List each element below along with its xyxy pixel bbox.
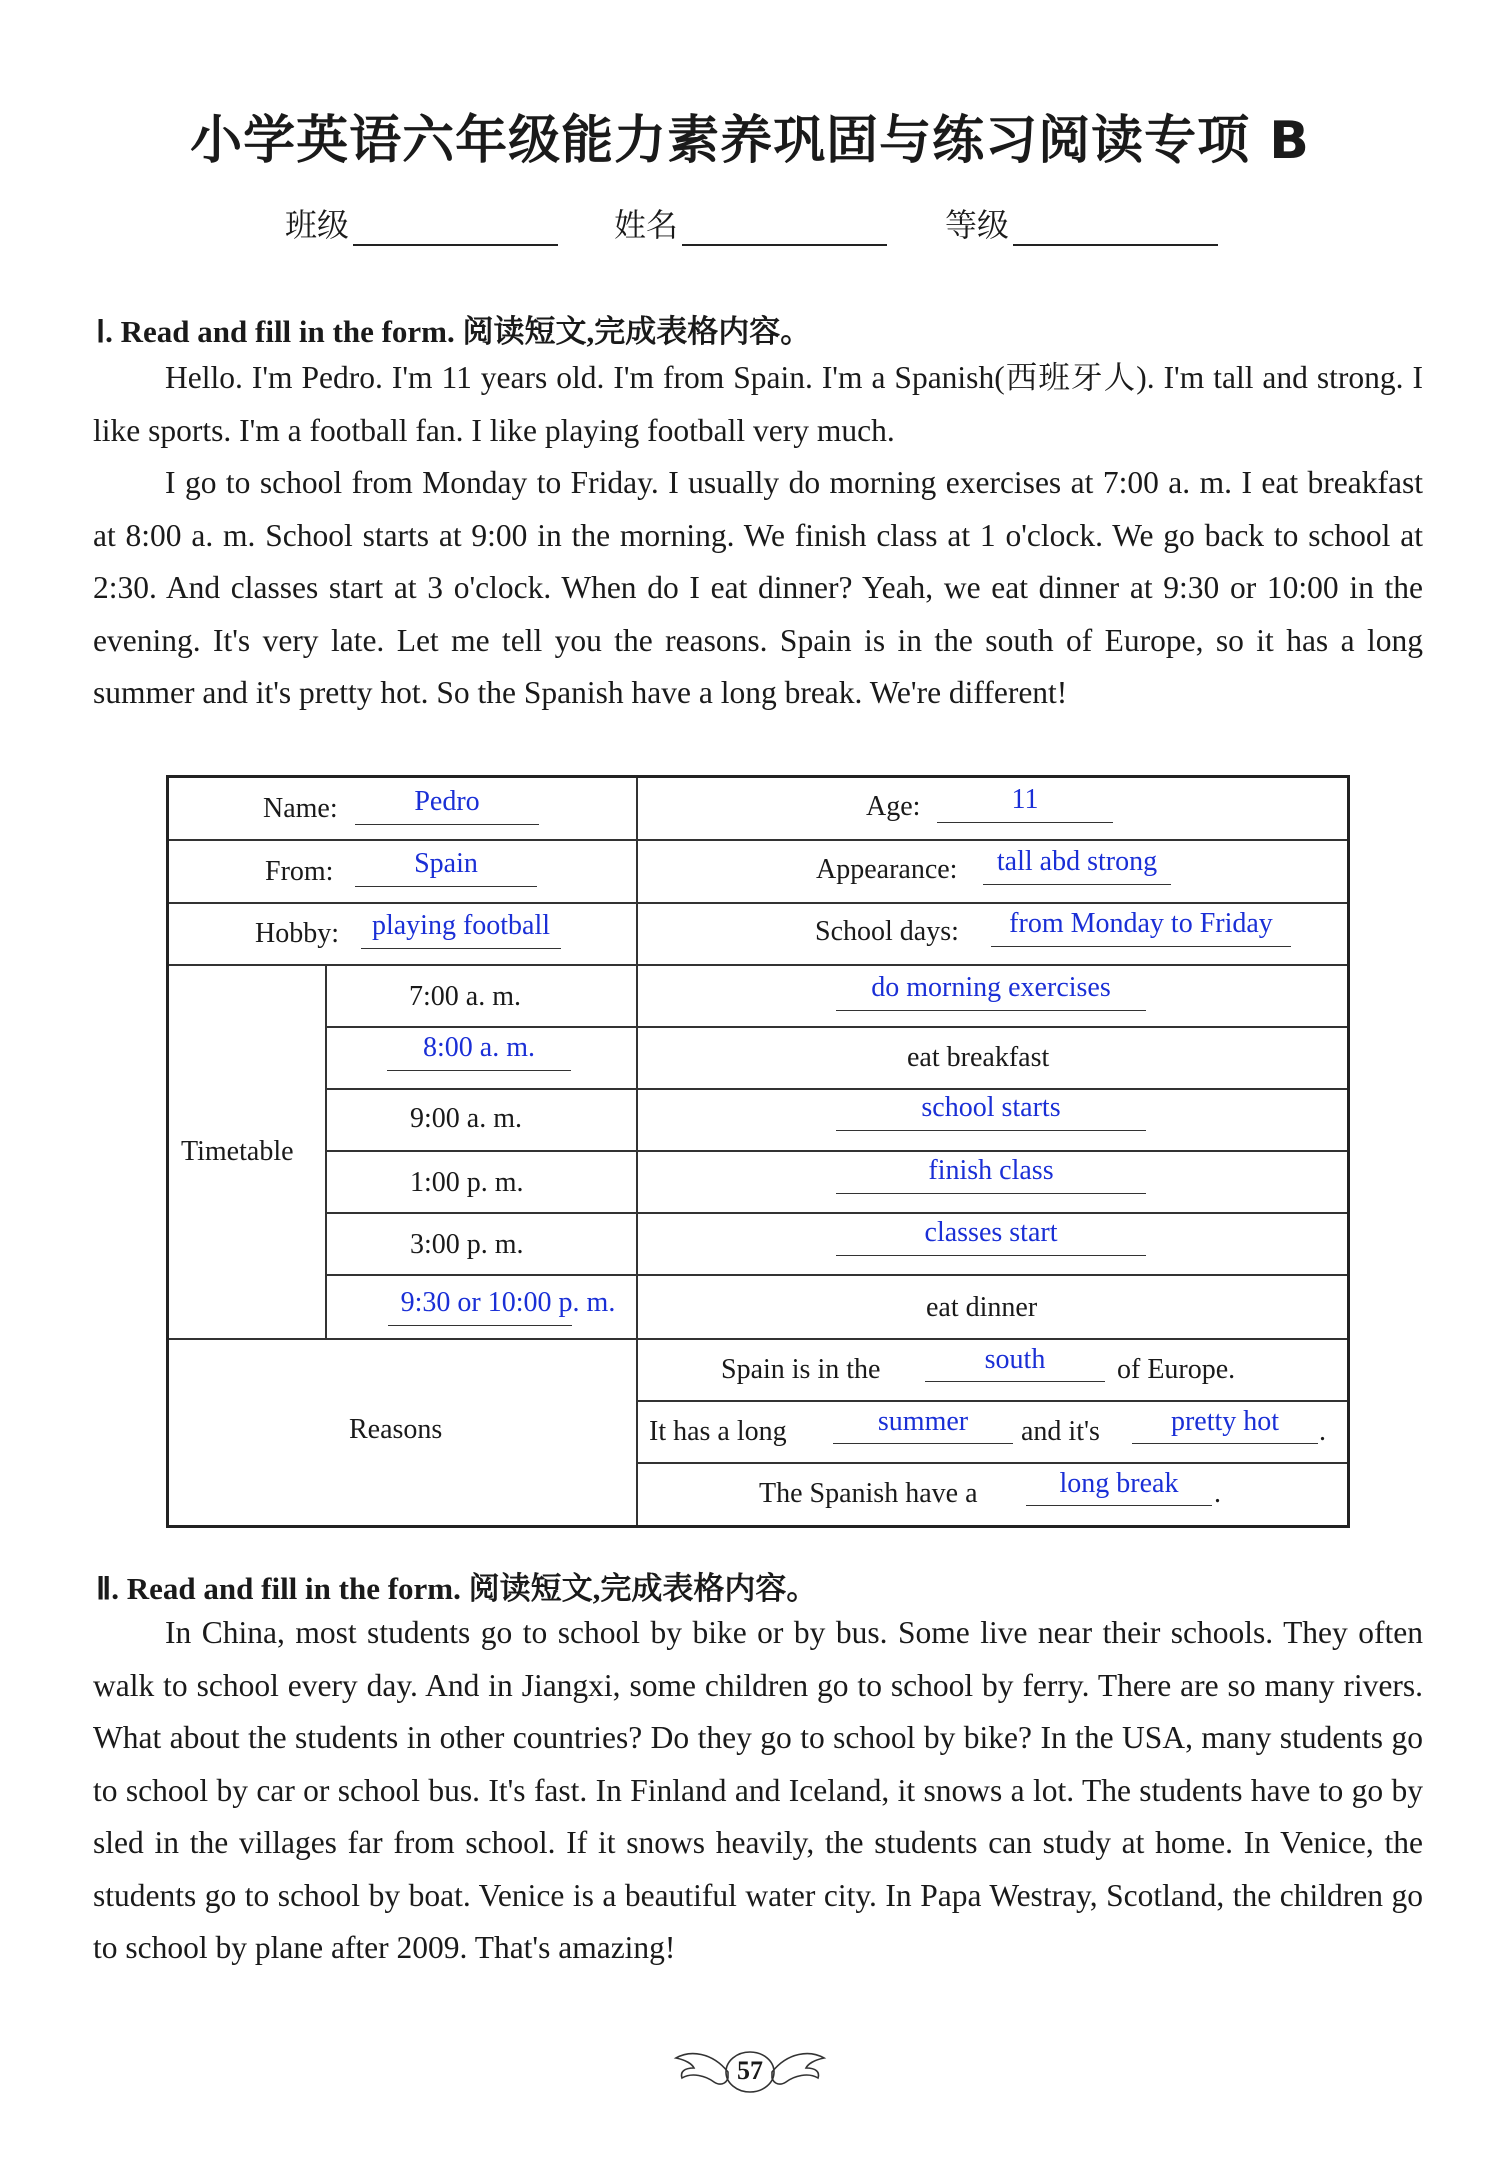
age-answer: 11 [1011,784,1039,815]
hobby-answer: playing football [371,910,551,941]
grade-blank [1013,208,1218,246]
timetable-label: Timetable [181,1136,294,1167]
reason2-middle: and it's [1021,1416,1100,1447]
timetable-activity-6: eat dinner [926,1292,1038,1323]
timetable-time-6-answer: 9:30 or 10:00 p. m. [400,1287,616,1318]
school-days-answer: from Monday to Friday [1009,908,1273,939]
reason2-answer-2: pretty hot [1170,1406,1280,1437]
reason2-prefix: It has a long [649,1416,787,1447]
reason3-prefix: The Spanish have a [759,1478,978,1509]
name-answer: Pedro [414,786,480,817]
class-label: 班级 [285,206,350,244]
class-field [285,200,558,246]
name-field [614,200,887,246]
reason1-prefix: Spain is in the [721,1354,881,1385]
reason3-answer: long break [1059,1468,1179,1499]
form-table [166,775,1350,1528]
hobby-label: Hobby: [255,918,339,949]
page-title: 小学英语六年级能力素养巩固与练习阅读专项 B [190,111,1310,171]
timetable-time-4: 1:00 p. m. [410,1167,524,1198]
timetable-activity-4-answer: finish class [928,1155,1054,1186]
appearance-answer: tall abd strong [996,846,1158,877]
name-blank [682,208,887,246]
section2-passage [93,1607,1423,1975]
timetable-time-1: 7:00 a. m. [409,981,521,1012]
section1-heading: Ⅰ. Read and fill in the form. 阅读短文,完成表格内容。 [96,314,812,349]
page-number-badge [672,2042,828,2102]
name-label: 姓名 [614,206,679,244]
section2-paragraph: In China, most students go to school by bike or by bus. Some live near their schools. They often walk to school every day. And in Jiangxi, some children go to school by ferry. There are so many rivers. What about the students in other countries? Do they go to school by bike? In the USA, many students go to school by car or school bus. It's fast. In Finland and Iceland, it snows a lot. The students have to go by sled in the villages far from school. If it snows heavily, the students can study at home. In Venice, the students go to school by boat. Venice is a beautiful water city. In Papa Westray, Scotland, the children go to school by plane after 2009. That's amazing! [93,1615,1423,1965]
timetable-activity-2: eat breakfast [907,1042,1050,1073]
timetable-time-5: 3:00 p. m. [410,1229,524,1260]
reasons-label: Reasons [349,1414,443,1445]
timetable-time-3: 9:00 a. m. [410,1103,522,1134]
from-label: From: [265,856,334,887]
section1-paragraph-2: I go to school from Monday to Friday. I usually do morning exercises at 7:00 a. m. I eat breakfast at 8:00 a. m. School starts at 9:00 in the morning. We finish class at 1 o'clock. We go back to school at 2:30. And classes start at 3 o'clock. When do I eat dinner? Yeah, we eat dinner at 9:30 or 10:00 in the evening. It's very late. Let me tell you the reasons. Spain is in the south of Europe, so it has a long summer and it's pretty hot. So the Spanish have a long break. We're different! [93,465,1423,710]
timetable-activity-3-answer: school starts [921,1092,1061,1123]
reason2-suffix: . [1319,1416,1326,1447]
school-days-label: School days: [815,916,959,947]
grade-label: 等级 [945,206,1010,244]
appearance-label: Appearance: [816,854,958,885]
from-answer: Spain [414,848,478,879]
section1-passage [93,352,1423,720]
name-label: Name: [263,793,338,824]
section2-heading: Ⅱ. Read and fill in the form. 阅读短文,完成表格内容。 [96,1571,818,1606]
reason2-answer-1: summer [877,1406,969,1437]
grade-field [945,200,1218,246]
reason3-suffix: . [1214,1478,1221,1509]
timetable-activity-1-answer: do morning exercises [871,972,1111,1003]
age-label: Age: [866,791,921,822]
class-blank [353,208,558,246]
section1-paragraph-1: Hello. I'm Pedro. I'm 11 years old. I'm from Spain. I'm a Spanish(西班牙人). I'm tall and strong. I like sports. I'm a football fan. I like playing football very much. [93,360,1423,448]
reason1-answer: south [984,1344,1046,1375]
timetable-activity-5-answer: classes start [924,1217,1058,1248]
timetable-time-2-answer: 8:00 a. m. [423,1032,535,1063]
reason1-suffix: of Europe. [1117,1354,1236,1385]
page-number: 57 [737,2056,763,2085]
